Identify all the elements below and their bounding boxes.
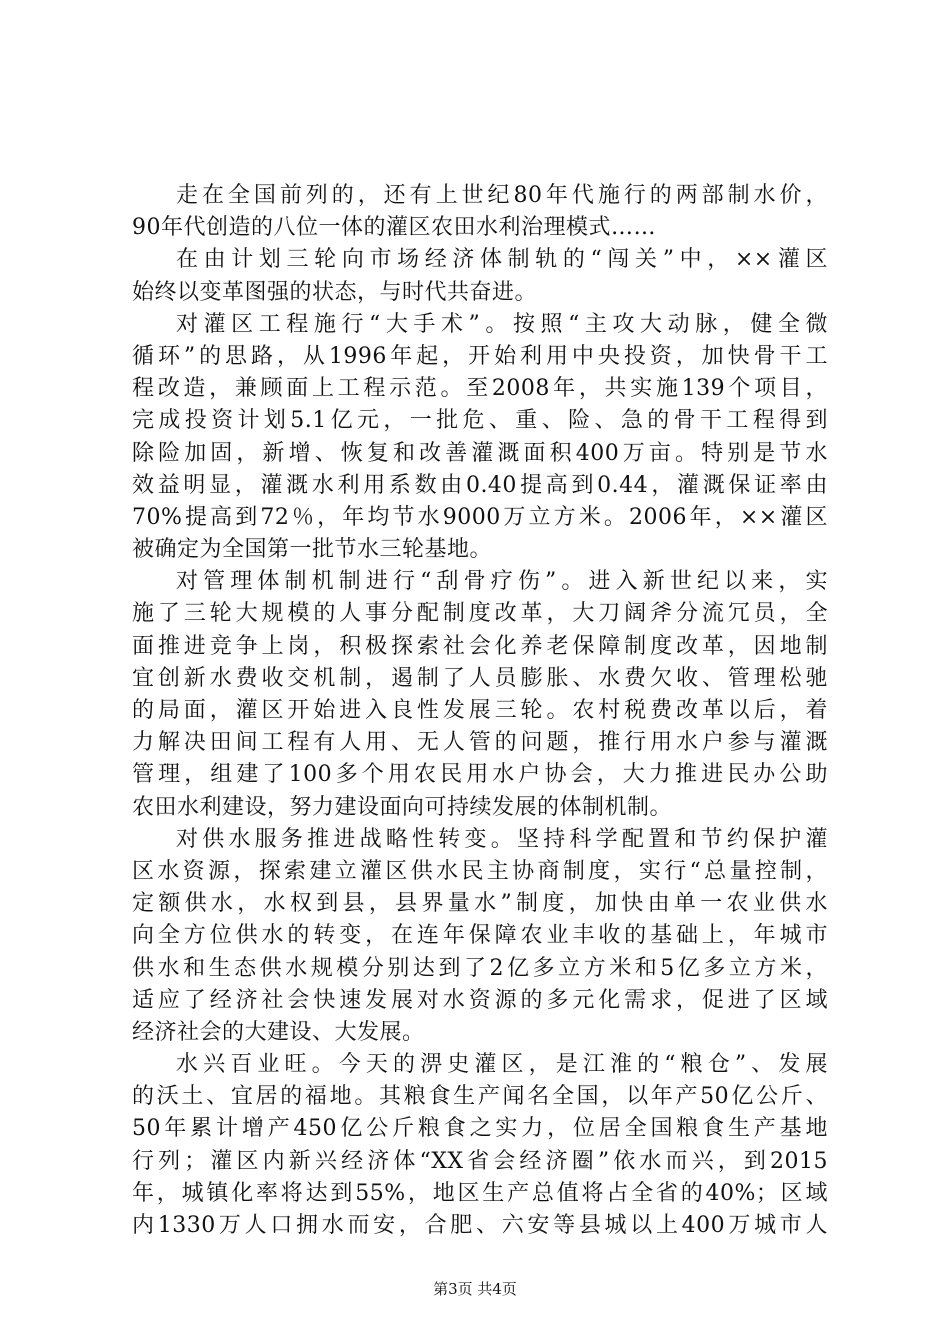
text-line: 的沃土、宜居的福地。其粮食生产闻名全国，以年产50亿公斤、	[132, 1084, 828, 1110]
text-line: 对灌区工程施行“大手术”。按照“主攻大动脉，健全微	[176, 311, 828, 337]
text-line: 向全方位供水的转变，在连年保障农业丰收的基础上，年城市	[132, 923, 828, 949]
text-line: 除险加固，新增、恢复和改善灌溉面积400万亩。特别是节水	[132, 440, 828, 466]
text-line: 程改造，兼顾面上工程示范。至2008年，共实施139个项目，	[132, 376, 828, 402]
text-line: 水兴百业旺。今天的淠史灌区，是江淮的“粮仓”、发展	[176, 1052, 828, 1078]
document-body	[132, 180, 828, 1242]
text-line: 被确定为全国第一批节水三轮基地。	[132, 537, 493, 563]
text-line: 定额供水，水权到县，县界量水”制度，加快由单一农业供水	[132, 891, 828, 917]
text-line: 70%提高到72％，年均节水9000万立方米。2006年，××灌区	[132, 504, 828, 530]
text-line: 完成投资计划5.1亿元，一批危、重、险、急的骨干工程得到	[132, 408, 828, 434]
text-line: 内1330万人口拥水而安，合肥、六安等县城以上400万城市人	[132, 1213, 828, 1238]
text-line: 农田水利建设，努力建设面向可持续发展的体制机制。	[132, 794, 673, 820]
text-line: 50年累计增产450亿公斤粮食之实力，位居全国粮食生产基地	[132, 1116, 828, 1142]
text-line: 的局面，灌区开始进入良性发展三轮。农村税费改革以后，着	[132, 698, 828, 723]
page-footer: 第3页 共4页	[433, 1280, 517, 1298]
text-line: 面推进竞争上岗，积极探索社会化养老保障制度改革，因地制	[132, 633, 828, 659]
text-line: 行列；灌区内新兴经济体“XX省会经济圈”依水而兴，到2015	[132, 1148, 828, 1174]
text-line: 施了三轮大规模的人事分配制度改革，大刀阔斧分流冗员，全	[132, 601, 828, 627]
text-line: 始终以变革图强的状态，与时代共奋进。	[132, 279, 538, 305]
text-line: 供水和生态供水规模分别达到了2亿多立方米和5亿多立方米，	[132, 955, 828, 981]
text-line: 适应了经济社会快速发展对水资源的多元化需求，促进了区域	[132, 987, 828, 1013]
text-line: 宜创新水费收交机制，遏制了人员膨胀、水费欠收、管理松驰	[132, 665, 828, 691]
text-line: 区水资源，探索建立灌区供水民主协商制度，实行“总量控制，	[132, 858, 828, 884]
text-line: 力解决田间工程有人用、无人管的问题，推行用水户参与灌溉	[132, 730, 828, 756]
text-line: 经济社会的大建设、大发展。	[132, 1019, 425, 1045]
text-line: 效益明显，灌溉水利用系数由0.40提高到0.44，灌溉保证率由	[132, 472, 828, 498]
text-line: 对管理体制机制进行“刮骨疗伤”。进入新世纪以来，实	[176, 569, 828, 595]
text-line: 在由计划三轮向市场经济体制轨的“闯关”中，××灌区	[176, 247, 828, 273]
text-line: 循环”的思路，从1996年起，开始利用中央投资，加快骨干工	[132, 343, 828, 369]
text-line: 对供水服务推进战略性转变。坚持科学配置和节约保护灌	[176, 826, 828, 852]
text-line: 90年代创造的八位一体的灌区农田水利治理模式……	[132, 215, 656, 241]
text-line: 管理，组建了100多个用农民用水户协会，大力推进民办公助	[132, 762, 828, 788]
text-line: 走在全国前列的，还有上世纪80年代施行的两部制水价，	[176, 183, 828, 208]
text-line: 年，城镇化率将达到55%，地区生产总值将占全省的40%；区域	[132, 1180, 828, 1206]
